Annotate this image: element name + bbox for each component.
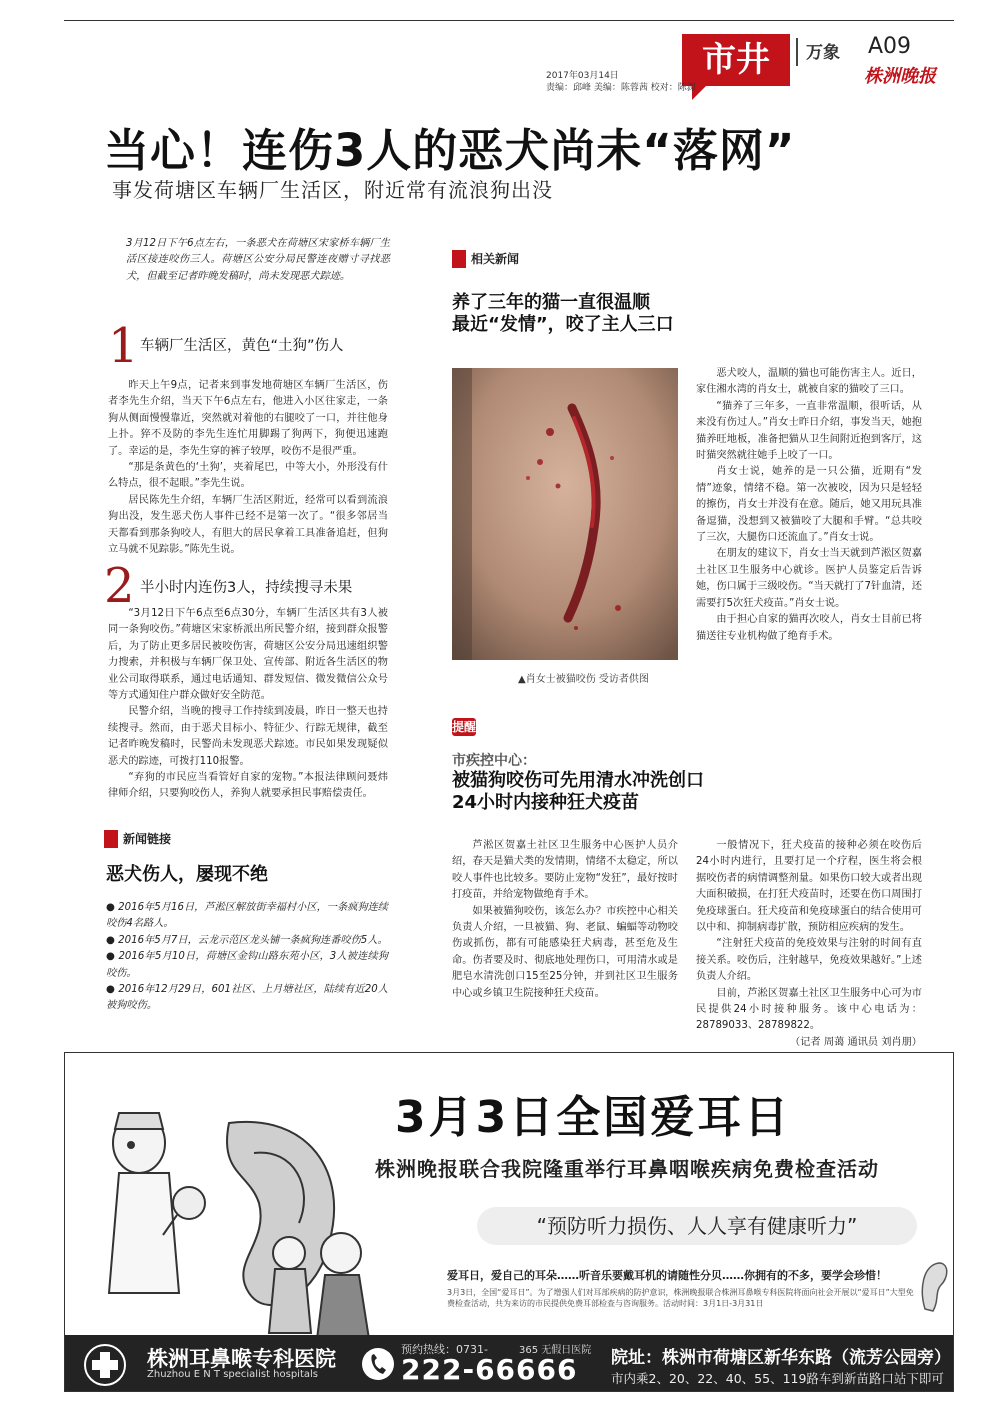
reminder-body-col2: [696, 838, 922, 1051]
ad-slogan: “预防听力损伤、人人享有健康听力”: [477, 1207, 917, 1245]
reminder-body-col1: [452, 838, 678, 1002]
paragraph: “注射狂犬疫苗的免疫效果与注射的时间有直接关系。咬伤后，注射越早，免疫效果越好。”上述负责人介绍。: [696, 938, 922, 983]
hospital-name-en: Zhuzhou E N T specialist hospitals: [147, 1369, 319, 1380]
masthead-divider: [796, 38, 798, 66]
dateline: 2017年03月14日: [546, 71, 619, 81]
ad-title: 3月3日全国爱耳日: [395, 1092, 792, 1143]
paragraph: 在朋友的建议下，肖女士当天就到芦淞区贺嘉土社区卫生服务中心就诊。医护人员鉴定后告诉她，伤口属于三级咬伤。“当天就打了7针血清，还需要打5次狂犬疫苗。”肖女士说。: [696, 548, 922, 609]
paragraph: 芦淞区贺嘉土社区卫生服务中心医护人员介绍，春天是猫犬类的发情期，情绪不太稳定，所以咬人事件也比较多。要防止宠物“发狂”，最好按时打疫苗，并给宠物做绝育手术。: [452, 840, 678, 901]
sub-section: 万象: [806, 43, 840, 63]
paragraph: 目前，芦淞区贺嘉土社区卫生服务中心可为市民提供24小时接种服务。该中心电话为：28789033、28789822。: [696, 987, 922, 1032]
hospital-cross-icon: [83, 1343, 127, 1387]
hospital-ad: [64, 1052, 954, 1392]
wound-image: [452, 368, 678, 660]
cat-bite-photo: [452, 368, 678, 660]
editors: 责编：邱峰 美编：陈蓉茜 校对：陈源: [546, 83, 696, 93]
section-1-title: 车辆厂生活区，黄色“土狗”伤人: [140, 338, 344, 354]
list-item: ● 2016年5月16日，芦淞区解放街幸福村小区，一条疯狗连续咬伤4名路人。: [106, 902, 388, 930]
reminder-source: 市疾控中心：: [452, 753, 536, 769]
paragraph: “那是条黄色的‘土狗’，夹着尾巴，中等大小，外形没有什么特点，很不起眼。”李先生说。: [108, 462, 388, 490]
section-2-number: 2: [104, 558, 135, 614]
related-title-line1: 养了三年的猫一直很温顺: [452, 292, 650, 313]
news-link-list: [106, 900, 388, 1015]
subhead: 事发荷塘区车辆厂生活区，附近常有流浪狗出没: [112, 178, 553, 202]
paragraph: “弃狗的市民应当看管好自家的宠物。”本报法律顾问聂炜律师介绍，只要狗咬伤人，养狗人就要承担民事赔偿责任。: [108, 772, 388, 800]
ear-icon: [917, 1259, 951, 1319]
phone-icon: [361, 1345, 395, 1383]
section-tag: 市井: [682, 34, 790, 86]
paragraph: 民警介绍，当晚的搜寻工作持续到凌晨，昨日一整天也持续搜寻。然而，由于恶犬目标小、特征少、行踪无规律，截至记者昨晚发稿时，民警尚未发现恶犬踪迹。市民如果发现疑似恶犬的踪迹，可拨打110报警。: [108, 706, 388, 767]
ad-subtitle: 株洲晚报联合我院隆重举行耳鼻咽喉疾病免费检查活动: [375, 1157, 879, 1181]
paragraph: 昨天上午9点，记者来到事发地荷塘区车辆厂生活区，伤者李先生介绍，当天下午6点左右，他进入小区往家走，一条狗从侧面慢慢靠近，突然就对着他的右腿咬了一口，并往他身上扑。猝不及防的李先生连忙用脚踢了狗两下，狗便迅速跑了。幸运的是，李先生穿的裤子较厚，咬伤不是很严重。: [108, 380, 388, 457]
ad-tagline: 爱耳日，爱自己的耳朵……听音乐要戴耳机的请随性分贝……你拥有的不多，要学会珍惜！: [447, 1269, 887, 1282]
list-item: ● 2016年5月10日，荷塘区金钩山路东苑小区，3人被连续狗咬伤。: [106, 951, 388, 979]
paragraph: “猫养了三年多，一直非常温顺，很听话，从来没有伤过人。”肖女士昨日介绍，事发当天，她抱猫养旺地板，准备把猫从卫生间附近抱到客厅，这时猫突然就往她手上咬了一口。: [696, 400, 922, 462]
phone-label: 预约热线：0731-: [401, 1343, 488, 1356]
section-2-body: [108, 606, 388, 803]
paper-logo: 株洲晚报: [864, 66, 936, 87]
photo-caption: ▲肖女士被猫咬伤 受访者供图: [518, 674, 649, 685]
headline: 当心！连伤3人的恶犬尚未“落网”: [104, 124, 796, 177]
paragraph: 恶犬咬人，温顺的猫也可能伤害主人。近日，家住湘水湾的肖女士，就被自家的猫咬了三口。: [696, 368, 922, 396]
related-news-tag-label: 相关新闻: [471, 252, 520, 266]
phone-number: 222-66666: [401, 1353, 578, 1386]
doctor-illustration: [79, 1093, 379, 1343]
related-title-line2: 最近“发情”，咬了主人三口: [452, 314, 674, 335]
news-link-tag-label: 新闻链接: [123, 832, 172, 846]
ad-footer-bar: [65, 1335, 953, 1392]
paragraph: 肖女士说，她养的是一只公猫，近期有“发情”迹象，情绪不稳。第一次被咬，因为只是轻轻的擦伤，肖女士并没有在意。随后，她又用玩具准备逗猫，没想到又被猫咬了大腿和手臂。“总共咬了三次，大腿伤口还流血了。”肖女士说。: [696, 466, 922, 544]
byline: （记者 周蔼 通讯员 刘肖朋）: [790, 1036, 922, 1048]
paragraph: 居民陈先生介绍，车辆厂生活区附近，经常可以看到流浪狗出没，发生恶犬伤人事件已经不是第一次了。“很多邻居当天都看到那条狗咬人，有胆大的居民拿着工具准备追赶，但狗立马就不见踪影。”陈先生说。: [108, 494, 388, 556]
section-1-body: [108, 378, 388, 558]
page-number: A09: [868, 34, 912, 59]
news-link-title: 恶犬伤人，屡现不绝: [106, 864, 268, 885]
reminder-title-line2: 24小时内接种狂犬疫苗: [452, 792, 640, 813]
hospital-address: 院址：株洲市荷塘区新华东路（流芳公园旁）: [611, 1348, 951, 1368]
related-body: [696, 366, 922, 645]
news-link-tag: [104, 830, 171, 848]
reminder-tag: 提醒: [452, 720, 477, 734]
paragraph: 由于担心自家的猫再次咬人，肖女士目前已将猫送往专业机构做了绝育手术。: [696, 614, 922, 642]
holiday-note: 365 无假日医院: [519, 1345, 592, 1356]
section-2-title: 半小时内连伤3人，持续搜寻未果: [140, 580, 353, 596]
ad-small-text: 3月3日，全国“爱耳日”。为了增强人们对耳部疾病的防护意识，株洲晚报联合株洲耳鼻喉专科医院将面向社会开展以“爱耳日”大型免费检查活动，共为来访的市民提供免费耳部检查与咨询服务。活动时间：3月1日-3月31日: [447, 1288, 914, 1308]
list-item: ● 2016年12月29日，601社区、上月塘社区，陆续有近20人被狗咬伤。: [106, 984, 388, 1012]
lead-paragraph: 3月12日下午6点左右，一条恶犬在荷塘区宋家桥车辆厂生活区接连咬伤三人。荷塘区公安分局民警连夜赠寸寻找恶犬，但截至记者昨晚发稿时，尚未发现恶犬踪迹。: [126, 238, 390, 282]
reminder-title-line1: 被猫狗咬伤可先用清水冲洗创口: [452, 770, 704, 791]
top-rule: [64, 20, 954, 21]
paragraph: 一般情况下，狂犬疫苗的接种必须在咬伤后24小时内进行，且要打足一个疗程，医生将会根据咬伤者的病情调整剂量。如果伤口较大或者出现大面积破损，在打狂犬疫苗时，还要在伤口周围打免疫球蛋白。狂犬疫苗和免疫球蛋白的结合使用可以中和、抑制病毒扩散，预防相应疾病的发生。: [696, 840, 922, 934]
paragraph: 如果被猫狗咬伤，该怎么办？市疾控中心相关负责人介绍，一旦被猫、狗、老鼠、蝙蝠等动物咬伤或抓伤，都有可能感染狂犬病毒，甚至危及生命。伤者要及时、彻底地处理伤口，可用清水或是肥皂水清洗创口15至25分钟，并到社区卫生服务中心或乡镇卫生院接种狂犬疫苗。: [452, 905, 678, 999]
list-item: ● 2016年5月7日，云龙示范区龙头铺一条疯狗连番咬伤5人。: [106, 934, 388, 946]
bus-directions: 市内乘2、20、22、40、55、119路车到新苗路口站下即可: [611, 1371, 944, 1386]
paragraph: “3月12日下午6点至6点30分，车辆厂生活区共有3人被同一条狗咬伤。”荷塘区宋家桥派出所民警介绍，接到群众报警后，为了防止更多居民被咬伤害，荷塘区公安分局迅速组织警力搜索，并积极与车辆厂保卫处、宣传部、附近各生活区的物业公司取得联系，通过电话通知、群发短信、微发微信公众号等方式通知住户群众做好安全防范。: [108, 608, 388, 702]
related-news-tag: [452, 250, 519, 268]
hospital-name: 株洲耳鼻喉专科医院: [147, 1347, 336, 1371]
section-1-number: 1: [108, 318, 139, 374]
